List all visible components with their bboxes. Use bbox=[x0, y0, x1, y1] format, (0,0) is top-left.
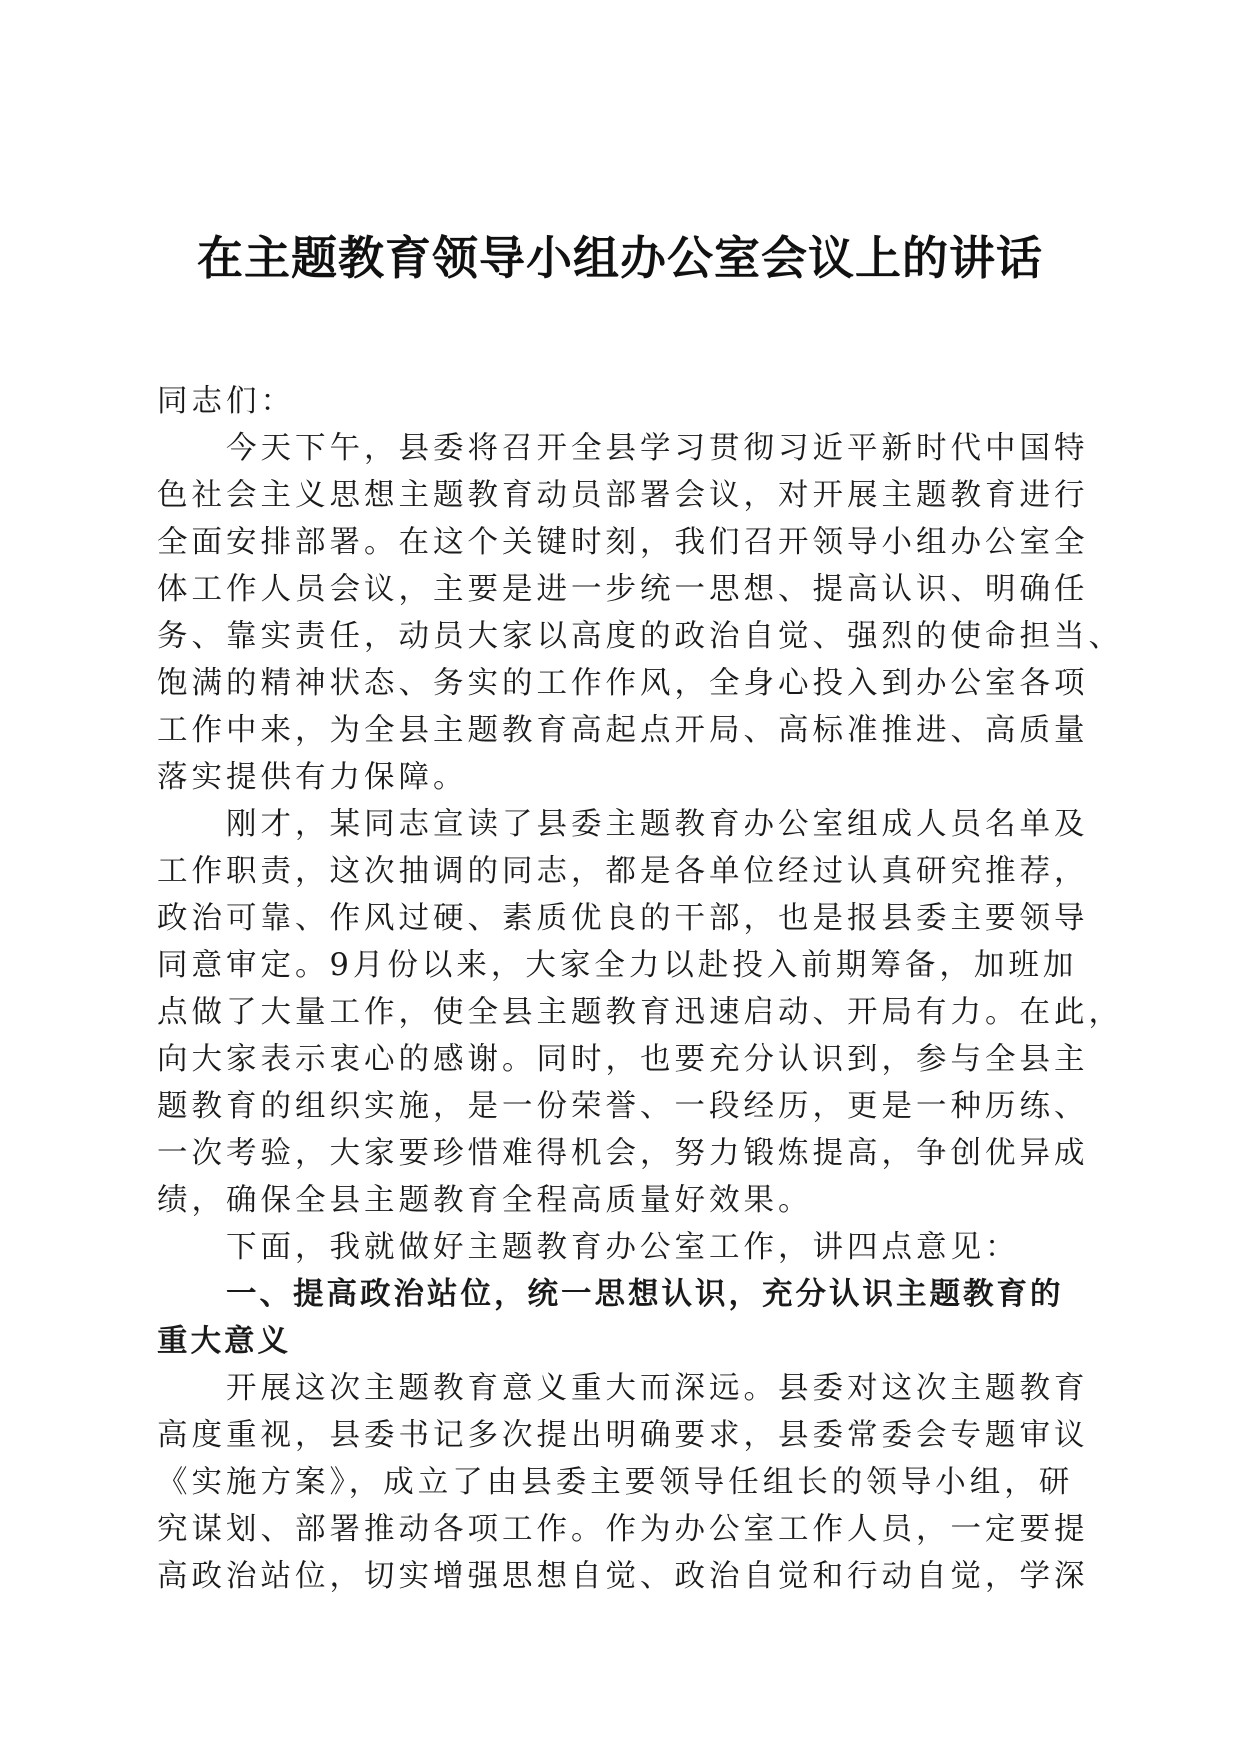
line-25: 究谋划、部署推动各项工作。作为办公室工作人员，一定要提 bbox=[157, 1512, 1089, 1547]
line-06: 务、靠实责任，动员大家以高度的政治自觉、强烈的使命担当、 bbox=[157, 619, 1123, 654]
line-19: 下面，我就做好主题教育办公室工作，讲四点意见： bbox=[226, 1230, 1020, 1265]
line-02: 今天下午，县委将召开全县学习贯彻习近平新时代中国特 bbox=[226, 431, 1089, 466]
document-title: 在主题教育领导小组办公室会议上的讲话 bbox=[197, 231, 1043, 285]
line-16: 题教育的组织实施，是一份荣誉、一段经历，更是一种历练、 bbox=[157, 1089, 1089, 1124]
line-15: 向大家表示衷心的感谢。同时，也要充分认识到，参与全县主 bbox=[157, 1042, 1089, 1077]
line-22: 开展这次主题教育意义重大而深远。县委对这次主题教育 bbox=[226, 1371, 1089, 1406]
line-05: 体工作人员会议，主要是进一步统一思想、提高认识、明确任 bbox=[157, 572, 1089, 607]
line-13: 同意审定。9月份以来，大家全力以赴投入前期筹备，加班加 bbox=[157, 948, 1078, 983]
line-12: 政治可靠、作风过硬、素质优良的干部，也是报县委主要领导 bbox=[157, 901, 1089, 936]
line-08: 工作中来，为全县主题教育高起点开局、高标准推进、高质量 bbox=[157, 713, 1089, 748]
line-03: 色社会主义思想主题教育动员部署会议，对开展主题教育进行 bbox=[157, 478, 1089, 513]
line-11: 工作职责，这次抽调的同志，都是各单位经过认真研究推荐， bbox=[157, 854, 1089, 889]
line-14: 点做了大量工作，使全县主题教育迅速启动、开局有力。在此， bbox=[157, 995, 1123, 1030]
line-24: 《实施方案》，成立了由县委主要领导任组长的领导小组，研 bbox=[157, 1465, 1074, 1500]
section-heading-1: 一、提高政治站位，统一思想认识，充分认识主题教育的 bbox=[226, 1276, 1064, 1312]
line-23: 高度重视，县委书记多次提出明确要求，县委常委会专题审议 bbox=[157, 1418, 1089, 1453]
line-07: 饱满的精神状态、务实的工作作风，全身心投入到办公室各项 bbox=[157, 666, 1089, 701]
document-body bbox=[157, 378, 1123, 1600]
section-heading-1-cont: 重大意义 bbox=[157, 1323, 291, 1359]
line-26: 高政治站位，切实增强思想自觉、政治自觉和行动自觉，学深 bbox=[157, 1559, 1089, 1594]
line-04: 全面安排部署。在这个关键时刻，我们召开领导小组办公室全 bbox=[157, 525, 1089, 560]
line-09: 落实提供有力保障。 bbox=[157, 760, 468, 795]
line-10: 刚才，某同志宣读了县委主题教育办公室组成人员名单及 bbox=[226, 807, 1089, 842]
line-01: 同志们： bbox=[157, 384, 295, 419]
line-18: 绩，确保全县主题教育全程高质量好效果。 bbox=[157, 1183, 813, 1218]
line-17: 一次考验，大家要珍惜难得机会，努力锻炼提高，争创优异成 bbox=[157, 1136, 1089, 1171]
